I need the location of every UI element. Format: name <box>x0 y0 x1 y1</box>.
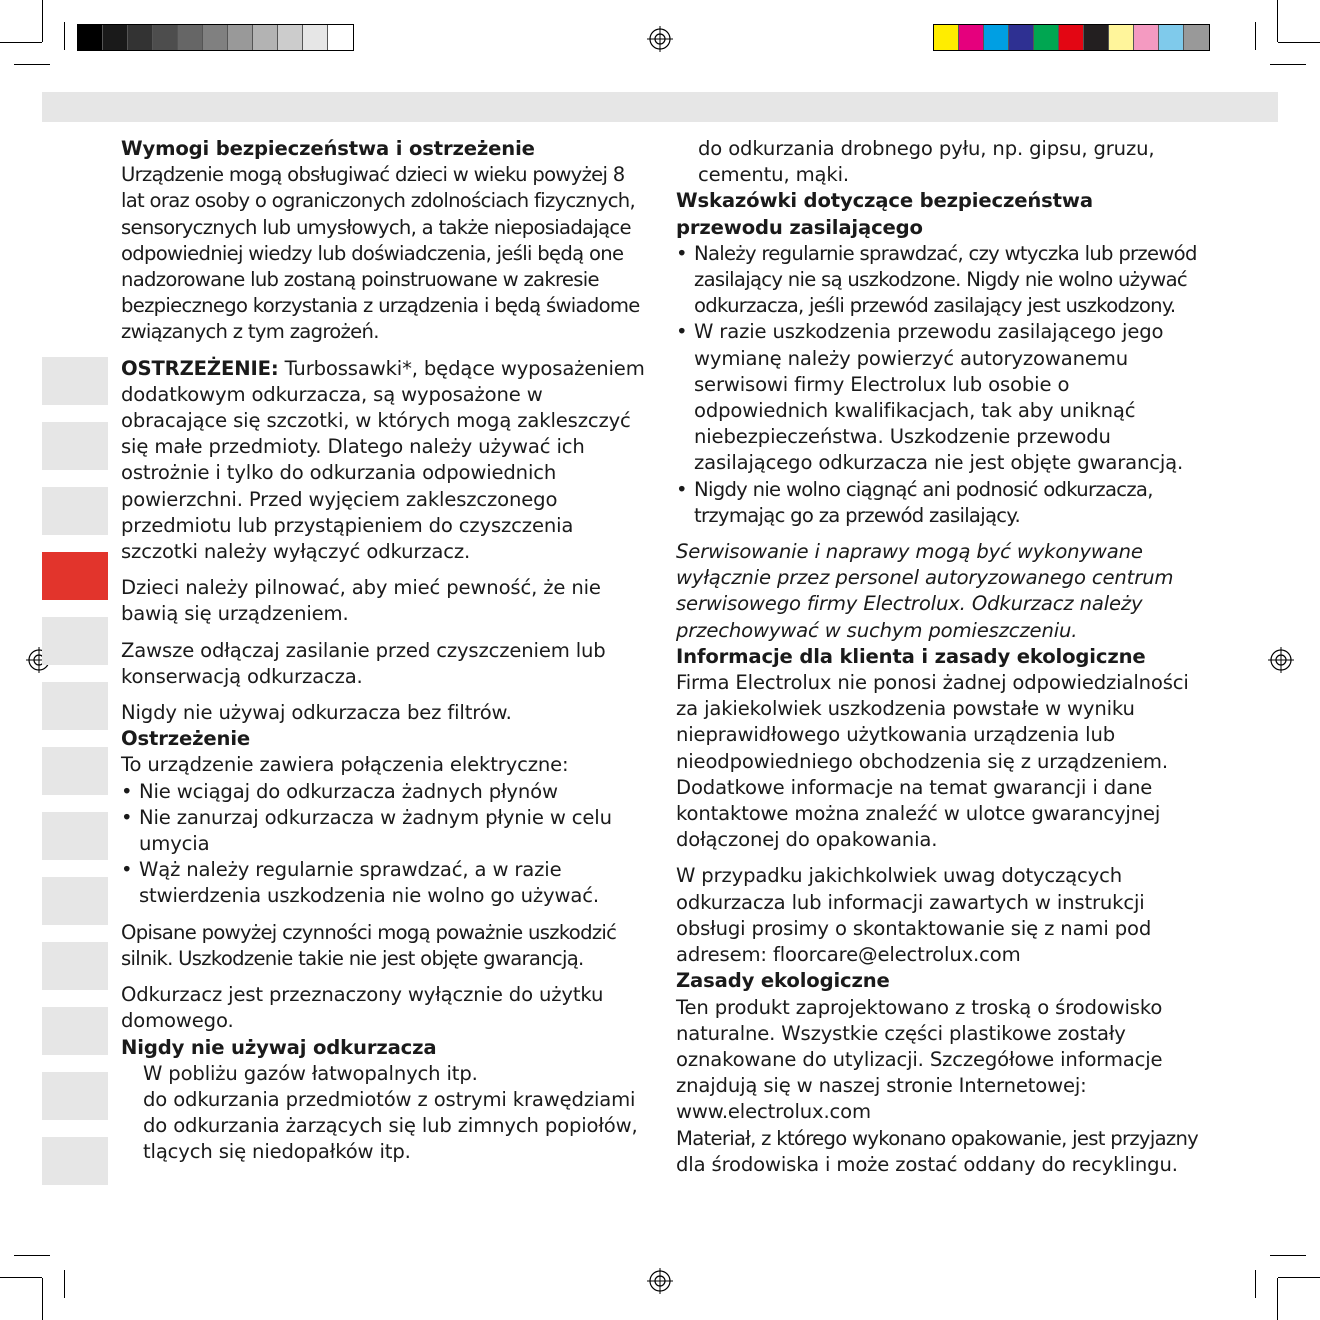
turbo-brush-warning <box>121 356 649 566</box>
motor-damage-text: Opisane powyżej czynności mogą poważnie uszkodzić silnik. Uszkodzenie takie nie jest objęte gwarancją. <box>121 920 617 970</box>
customer-info-heading: Informacje dla klienta i zasady ekologiczne <box>676 644 1146 668</box>
side-tab <box>42 682 108 730</box>
filters-text: Nigdy nie używaj odkurzacza bez filtrów. <box>121 701 512 725</box>
color-swatch <box>984 25 1009 50</box>
caution-heading: Ostrzeżenie <box>121 727 251 751</box>
color-swatch <box>228 25 253 50</box>
list-item: • Nigdy nie wolno ciągnąć ani podnosić odkurzacza, trzymając go za przewód zasilający. <box>676 477 1206 529</box>
never-use-heading: Nigdy nie używaj odkurzacza <box>121 1035 437 1059</box>
side-tab <box>42 422 108 470</box>
side-tab <box>42 1072 108 1120</box>
registration-mark-top-icon <box>647 26 673 52</box>
children-text: Dzieci należy pilnować, aby mieć pewność, że nie bawią się urządzeniem. <box>121 576 601 626</box>
color-swatch <box>128 25 153 50</box>
right-column <box>676 136 1206 1178</box>
color-swatch <box>1159 25 1184 50</box>
color-swatch <box>1184 25 1209 50</box>
color-swatch <box>934 25 959 50</box>
color-swatch <box>959 25 984 50</box>
page-header-band <box>42 92 1278 122</box>
side-tab <box>42 877 108 925</box>
list-item: do odkurzania przedmiotów z ostrymi krawędziami <box>143 1087 636 1111</box>
color-swatch <box>203 25 228 50</box>
list-item: W pobliżu gazów łatwopalnych itp. <box>143 1061 478 1085</box>
registration-mark-right-icon <box>1268 647 1294 673</box>
color-swatch <box>1134 25 1159 50</box>
list-item: • Należy regularnie sprawdzać, czy wtyczka lub przewód zasilający nie są uszkodzone. Nigdy nie wolno używać odkurzacza, jeśli przewód zasilający jest uszkodzony. <box>676 241 1206 320</box>
side-tab-active <box>42 552 108 600</box>
customer-info-text: Firma Electrolux nie ponosi żadnej odpowiedzialności za jakiekolwiek uszkodzenia powstałe w wyniku nieprawidłowego użytkowania urządzenia lub nieodpowiedniego obchodzenia się z urządzeniem. Dodatkowe informacje na temat gwarancji i dane kontaktowe można znaleźć w ulotce gwarancyjnej dołączonej do opakowania. <box>676 671 1189 852</box>
side-tab <box>42 487 108 535</box>
eco-text: Ten produkt zaprojektowano z troską o środowisko naturalne. Wszystkie części plastikowe zostały oznakowane do utylizacji. Szczegółowe informacje znajdują się w naszej stronie Internetowej: www.electrolux.com <box>676 995 1163 1124</box>
side-tab <box>42 1137 108 1185</box>
color-swatch <box>103 25 128 50</box>
never-use-list <box>121 1061 649 1166</box>
color-swatch <box>278 25 303 50</box>
color-swatch <box>1084 25 1109 50</box>
disconnect-text: Zawsze odłączaj zasilanie przed czyszczeniem lub konserwacją odkurzacza. <box>121 638 606 688</box>
cord-safety-heading: Wskazówki dotyczące bezpieczeństwa przewodu zasilającego <box>676 189 1093 239</box>
caution-list <box>121 779 649 910</box>
registration-mark-bottom-icon <box>647 1268 673 1294</box>
caution-intro: To urządzenie zawiera połączenia elektryczne: <box>121 753 569 777</box>
color-swatch <box>178 25 203 50</box>
color-swatch <box>78 25 103 50</box>
list-item: • Wąż należy regularnie sprawdzać, a w razie stwierdzenia uszkodzenia nie wolno go używać. <box>121 857 649 909</box>
eco-heading: Zasady ekologiczne <box>676 969 890 993</box>
color-swatch <box>1009 25 1034 50</box>
list-item: • Nie wciągaj do odkurzacza żadnych płynów <box>121 779 649 805</box>
continued-list-item: do odkurzania drobnego pyłu, np. gipsu, gruzu, cementu, mąki. <box>698 137 1155 187</box>
list-item: • Nie zanurzaj odkurzacza w żadnym płynie w celu umycia <box>121 805 649 857</box>
warning-text: Turbossawki*, będące wyposażeniem dodatkowym odkurzacza, są wyposażone w obracające się szczotki, w których mogą zakleszczyć się małe przedmioty. Dlatego należy używać ich ostrożnie i tylko do odkurzania odpowiednich powierzchni. Przed wyjęciem zakleszczonego przedmiotu lub przystąpieniem do czyszczenia szczotki należy wyłączyć odkurzacz. <box>121 356 645 564</box>
color-swatch <box>253 25 278 50</box>
color-swatch <box>1109 25 1134 50</box>
service-text: Serwisowanie i naprawy mogą być wykonywane wyłącznie przez personel autoryzowanego centrum serwisowego firmy Electrolux. Odkurzacz należy przechowywać w suchym pomieszczeniu. <box>676 540 1174 642</box>
cord-safety-list <box>676 241 1206 529</box>
safety-text: Urządzenie mogą obsługiwać dzieci w wieku powyżej 8 lat oraz osoby o ograniczonych zdolnościach fizycznych, sensorycznych lub umysłowych, a także nieposiadające odpowiedniej wiedzy lub doświadczenia, jeśli będą one nadzorowane lub zostaną poinstruowane w zakresie bezpiecznego korzystania z urządzenia i będą świadome związanych z tym zagrożeń. <box>121 163 640 344</box>
process-color-bar <box>933 24 1210 51</box>
list-item: do odkurzania żarzących się lub zimnych popiołów, tlących się niedopałków itp. <box>143 1114 638 1164</box>
side-tab <box>42 357 108 405</box>
color-swatch <box>303 25 328 50</box>
safety-heading: Wymogi bezpieczeństwa i ostrzeżenie <box>121 137 535 160</box>
side-tab <box>42 747 108 795</box>
color-swatch <box>1034 25 1059 50</box>
color-swatch <box>153 25 178 50</box>
side-tab <box>42 812 108 860</box>
warning-label: OSTRZEŻENIE: <box>121 356 279 380</box>
household-use-text: Odkurzacz jest przeznaczony wyłącznie do użytku domowego. <box>121 983 604 1033</box>
side-tab <box>42 1007 108 1055</box>
side-tab <box>42 942 108 990</box>
left-column <box>121 136 649 1166</box>
grayscale-color-bar <box>77 24 354 51</box>
side-tab <box>42 617 108 665</box>
packaging-text-line-1: Materiał, z którego wykonano opakowanie, jest przyjazny <box>676 1126 1199 1150</box>
color-swatch <box>328 25 353 50</box>
packaging-text-line-2: dla środowiska i może zostać oddany do recyklingu. <box>676 1152 1178 1176</box>
contact-text: W przypadku jakichkolwiek uwag dotyczących odkurzacza lub informacji zawartych w instrukcji obsługi prosimy o skontaktowanie się z nami pod adresem: floorcare@electrolux.com <box>676 864 1152 967</box>
list-item: • W razie uszkodzenia przewodu zasilającego jego wymianę należy powierzyć autoryzowanemu serwisowi firmy Electrolux lub osobie o odpowiednich kwalifikacjach, tak aby uniknąć niebezpieczeństwa. Uszkodzenie przewodu zasilającego odkurzacza nie jest objęte gwarancją. <box>676 319 1206 476</box>
color-swatch <box>1059 25 1084 50</box>
